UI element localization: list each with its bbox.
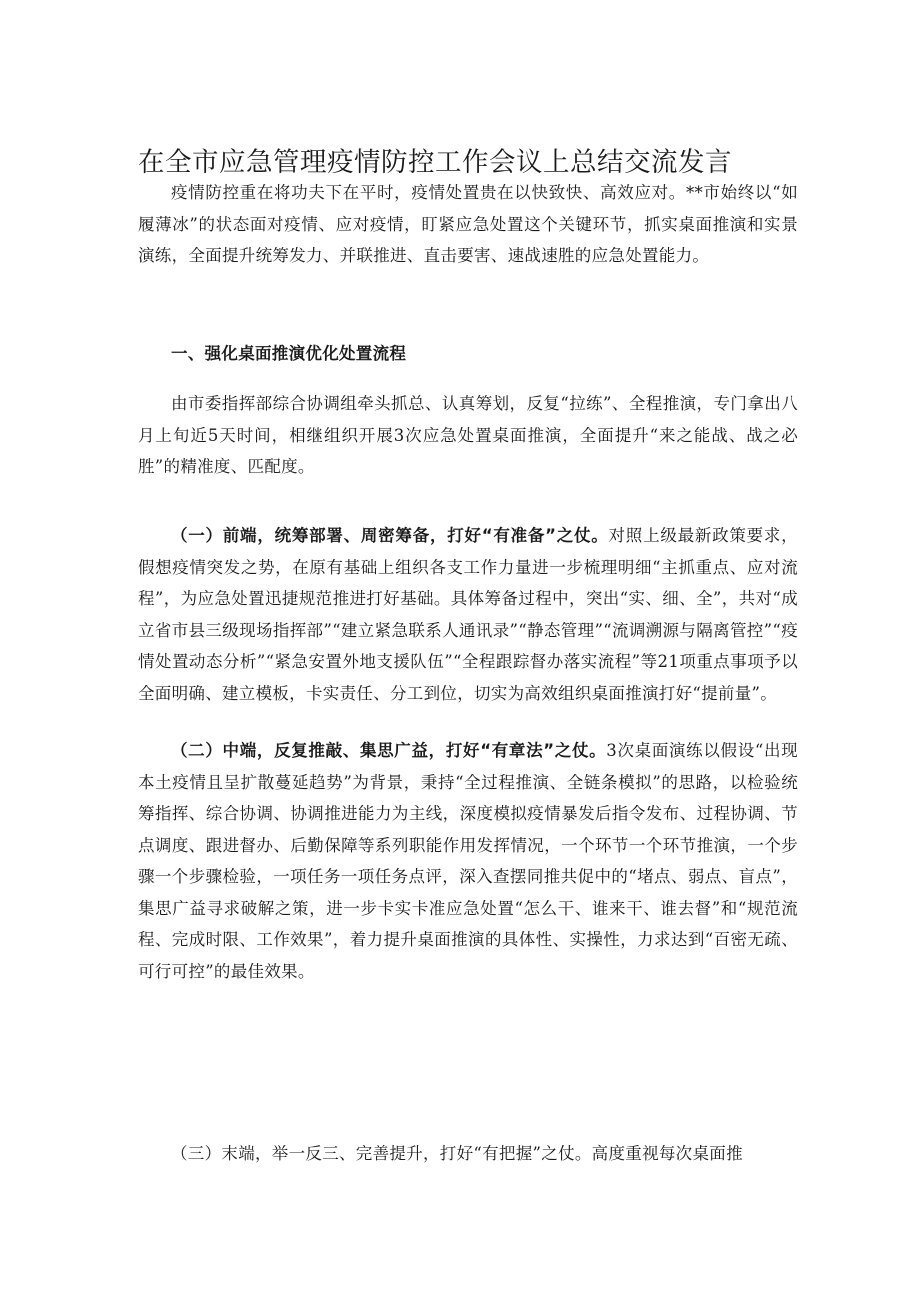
document-title: 在全市应急管理疫情防控工作会议上总结交流发言: [138, 147, 732, 178]
item-2-paragraph: [138, 735, 798, 987]
intro-paragraph: 疫情防控重在将功夫下在平时，疫情处置贵在以快致快、高效应对。**市始终以“如履薄冰”的状态面对疫情、应对疫情，盯紧应急处置这个关键环节，抓实桌面推演和实景演练，全面提升统筹发力、并联推进、直击要害、速战速胜的应急处置能力。: [138, 183, 798, 265]
item-1-text: 对照上级最新政策要求，假想疫情突发之势，在原有基础上组织各支工作力量进一步梳理明细“主抓重点、应对流程”，为应急处置迅捷规范推进打好基础。具体筹备过程中，突出“实、细、全”，共对“成立省市县三级现场指挥部”“建立紧急联系人通讯录”“静态管理”“流调溯源与隔离管控”“疫情处置动态分析”“紧急安置外地支援队伍”“全程跟踪督办落实流程”等21项重点事项予以全面明确、建立模板，卡实责任、分工到位，切实为高效组织桌面推演打好“提前量”。: [138, 526, 798, 703]
item-3-paragraph: （三）末端，举一反三、完善提升，打好“有把握”之仗。高度重视每次桌面推: [171, 1144, 743, 1163]
item-2-text: 3次桌面演练以假设“出现本土疫情且呈扩散蔓延趋势”为背景，秉持“全过程推演、全链条模拟”的思路，以检验统筹指挥、综合协调、协调推进能力为主线，深度模拟疫情暴发后指令发布、过程协调、节点调度、跟进督办、后勤保障等系列职能作用发挥情况，一个环节一个环节推演，一个步骤一个步骤检验，一项任务一项任务点评，深入查摆同推共促中的“堵点、弱点、盲点”，集思广益寻求破解之策，进一步卡实卡准应急处置“怎么干、谁来干、谁去督”和“规范流程、完成时限、工作效果”，着力提升桌面推演的具体性、实操性，力求达到“百密无疏、可行可控”的最佳效果。: [138, 741, 798, 981]
item-1-lead: （一）前端，统筹部署、周密筹备，打好“有准备”之仗。: [171, 526, 609, 545]
section-1-paragraph: 由市委指挥部综合协调组牵头抓总、认真筹划，反复“拉练”、全程推演，专门拿出八月上旬近5天时间，相继组织开展3次应急处置桌面推演，全面提升“来之能战、战之必胜”的精准度、匹配度。: [138, 394, 798, 476]
section-heading-1: 一、强化桌面推演优化处置流程: [171, 344, 407, 363]
item-2-lead: （二）中端，反复推敲、集思广益，打好“有章法”之仗。: [171, 741, 607, 760]
item-1-paragraph: [138, 520, 798, 709]
